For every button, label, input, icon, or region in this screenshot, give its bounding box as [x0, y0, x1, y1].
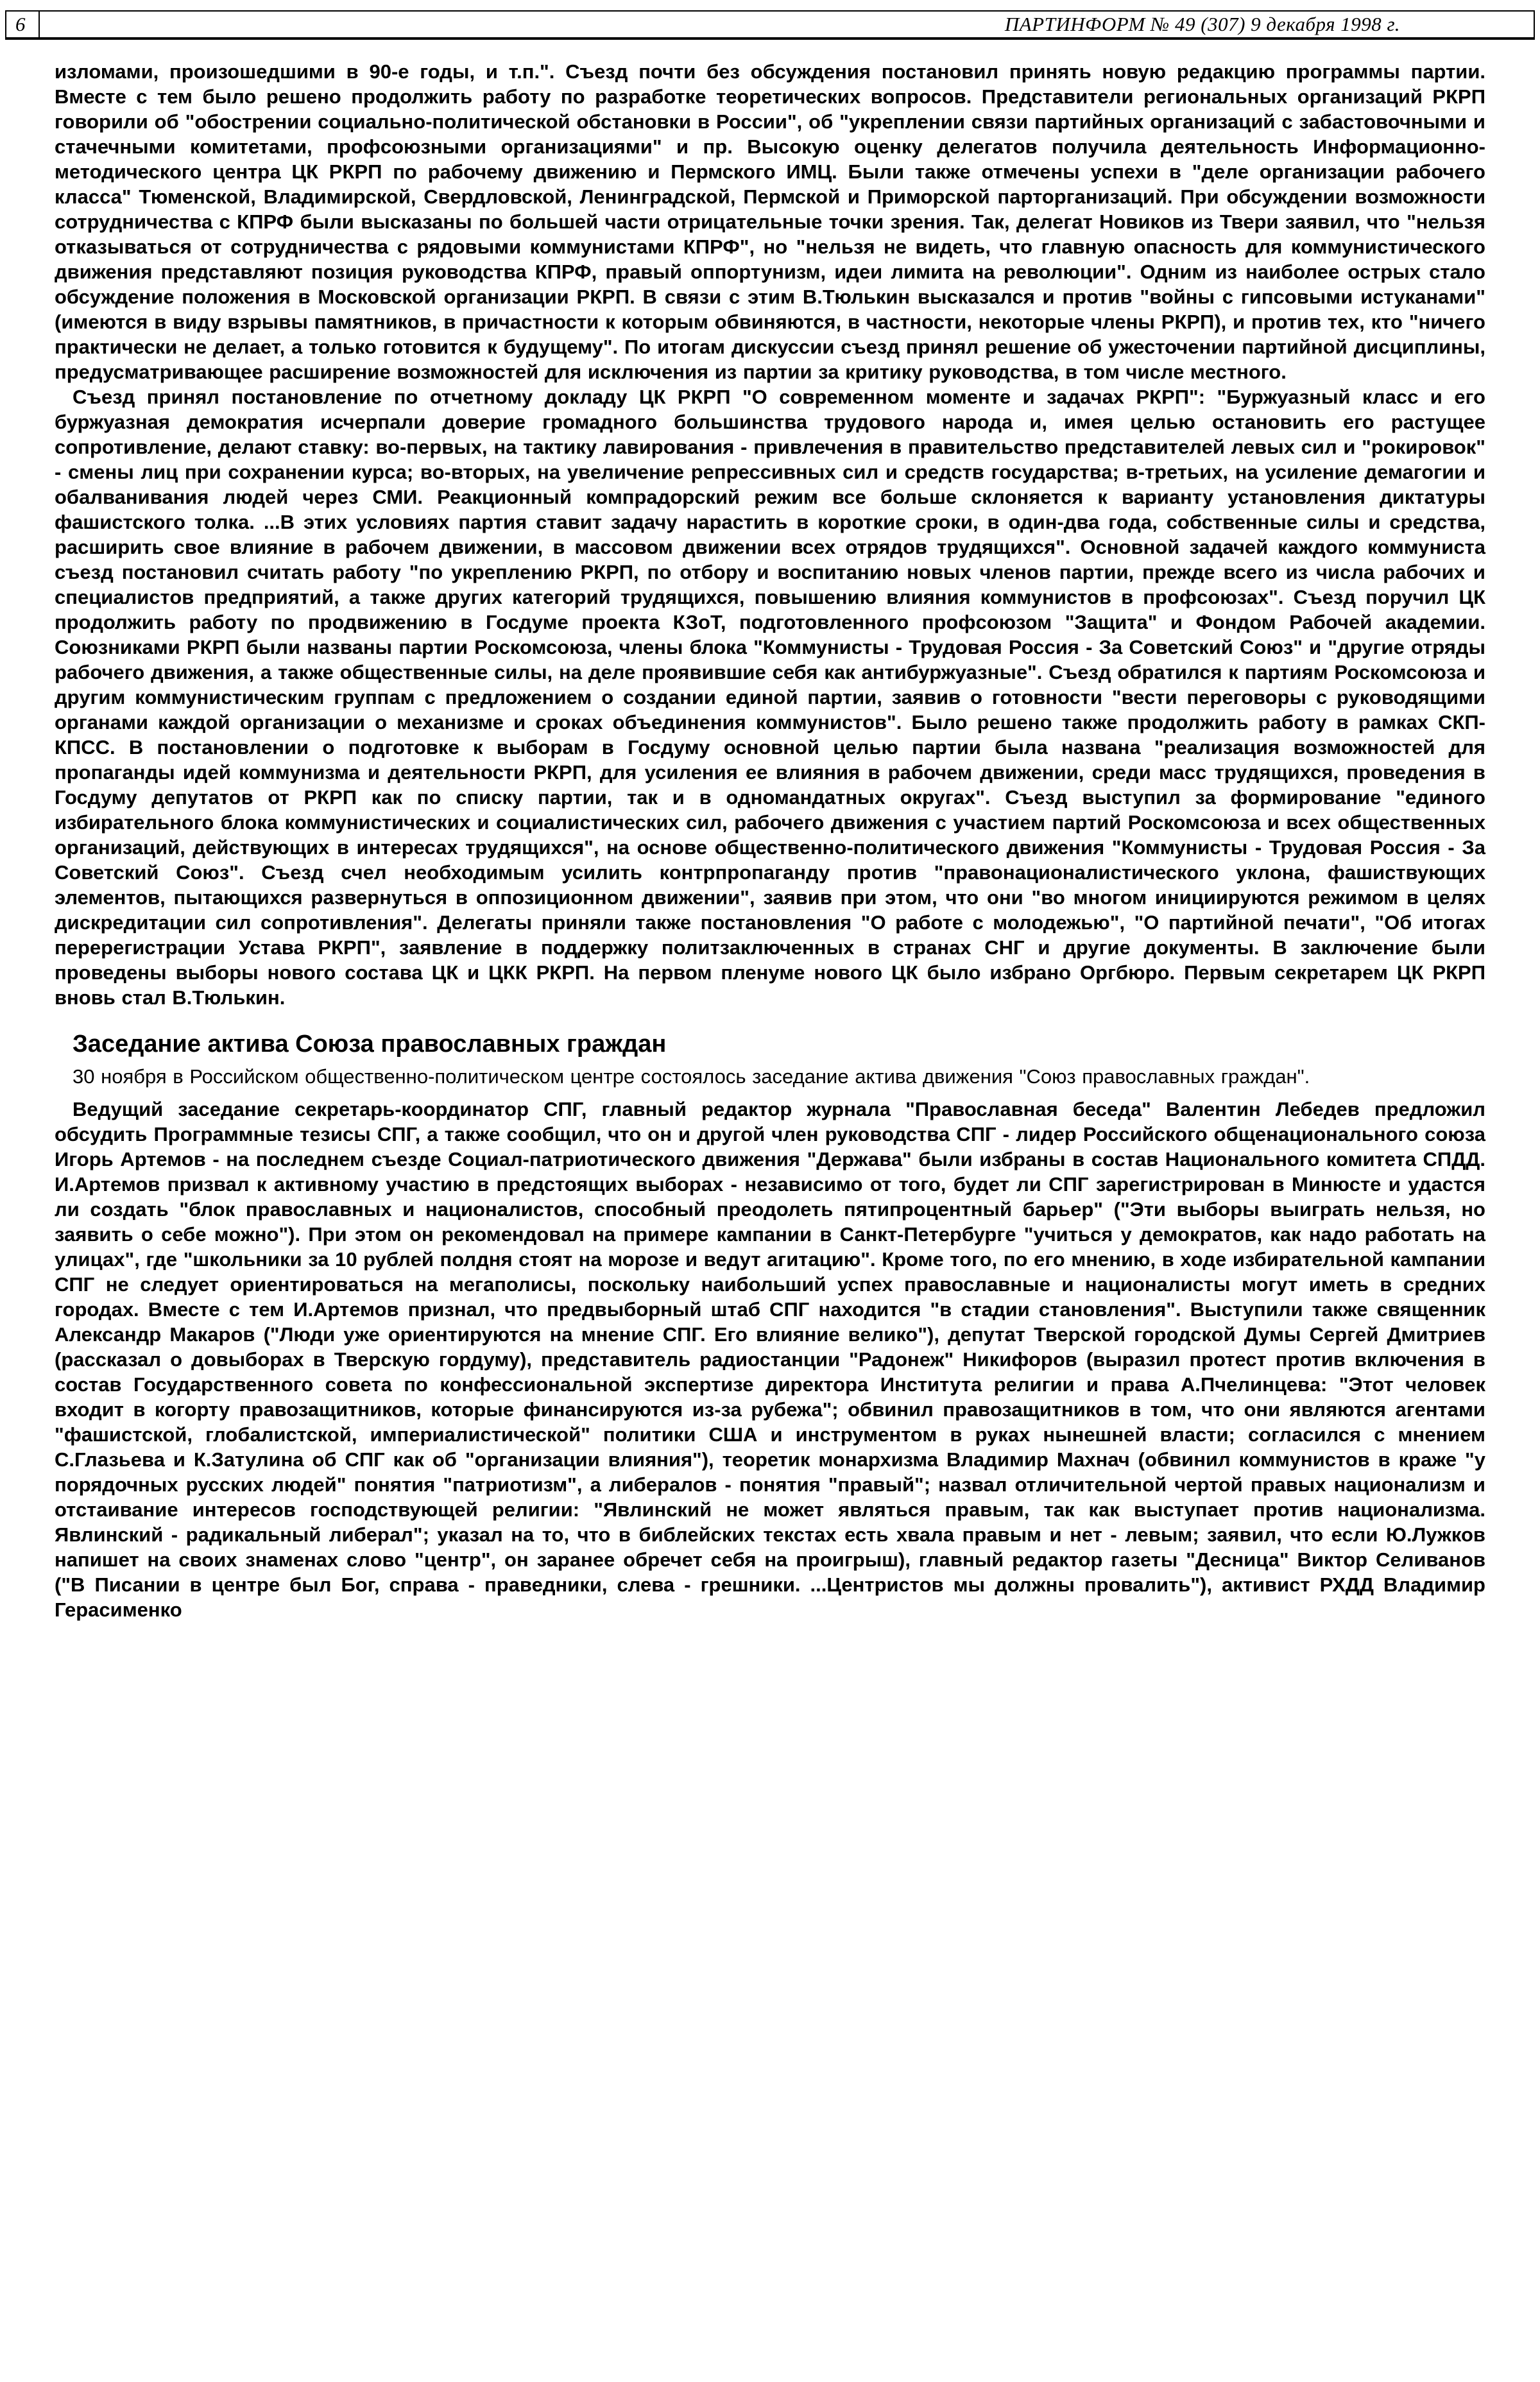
page-content	[55, 59, 1485, 1622]
page-header	[5, 10, 1535, 40]
page-number: 6	[6, 12, 40, 37]
section-heading: Заседание актива Союза православных граждан	[73, 1031, 667, 1058]
issue-title: ПАРТИНФОРМ № 49 (307) 9 декабря 1998 г.	[1004, 13, 1400, 35]
paragraph-rkrp-congress-continuation: изломами, произошедшими в 90-е годы, и т.п.". Съезд почти без обсуждения постановил принять новую редакцию программы партии. Вместе с тем было решено продолжить работу по разработке теоретических вопросов. Представители региональных организаций РКРП говорили об "обострении социально-политической обстановки в России", об "укреплении связи партийных организаций с забастовочными и стачечными комитетами, профсоюзными организациями" и пр. Высокую оценку делегатов получила деятельность Информационно-методического центра ЦК РКРП по рабочему движению и Пермского ИМЦ. Были также отмечены успехи в "деле организации рабочего класса" Тюменской, Владимирской, Свердловской, Ленинградской, Пермской и Приморской парторганизаций. При обсуждении возможности сотрудничества с КПРФ были высказаны по большей части отрицательные точки зрения. Так, делегат Новиков из Твери заявил, что "нельзя отказываться от сотрудничества с рядовыми коммунистами КПРФ", но "нельзя не видеть, что главную опасность для коммунистического движения представляют позиция руководства КПРФ, правый оппортунизм, идеи лимита на революции". Одним из наиболее острых стало обсуждение положения в Московской организации РКРП. В связи с этим В.Тюлькин высказался и против "войны с гипсовыми истуканами" (имеются в виду взрывы памятников, в причастности к которым обвиняются, в частности, некоторые члены РКРП), и против тех, кто "ничего практически не делает, а только готовится к будущему". По итогам дискуссии съезд принял решение об ужесточении партийной дисциплины, предусматривающее расширение возможностей для исключения из партии за критику руководства, в том числе местного.	[55, 60, 1485, 383]
paragraph-spg-lead: 30 ноября в Российском общественно-политическом центре состоялось заседание актива движения "Союз православных граждан".	[73, 1065, 1310, 1088]
paragraph-rkrp-resolutions: Съезд принял постановление по отчетному докладу ЦК РКРП "О современном моменте и задачах РКРП": "Буржуазный класс и его буржуазная демократия исчерпали доверие громадного большинства трудового народа и, имея целью остановить его растущее сопротивление, делают ставку: во-первых, на тактику лавирования - привлечения в правительство представителей левых сил и "рокировок" - смены лиц при сохранении курса; во-вторых, на увеличение репрессивных сил и средств государства; в-третьих, на усиление демагогии и обалванивания людей через СМИ. Реакционный компрадорский режим все больше склоняется к варианту установления диктатуры фашистского толка. ...В этих условиях партия ставит задачу нарастить в короткие сроки, в один-два года, собственные силы и средства, расширить свое влияние в рабочем движении, в массовом движении всех отрядов трудящихся". Основной задачей каждого коммуниста съезд постановил считать работу "по укреплению РКРП, по отбору и воспитанию новых членов партии, прежде всего из числа рабочих и специалистов предприятий, а также других категорий трудящихся, повышению влияния коммунистов в профсоюзах". Съезд поручил ЦК продолжить работу по продвижению в Госдуме проекта КЗоТ, подготовленного профсоюзом "Защита" и Фондом Рабочей академии. Союзниками РКРП были названы партии Роскомсоюза, члены блока "Коммунисты - Трудовая Россия - За Советский Союз" и "другие отряды рабочего движения, а также общественные силы, на деле проявившие себя как антибуржуазные". Съезд обратился к партиям Роскомсоюза и другим коммунистическим группам с предложением о создании единой партии, заявив о готовности "вести переговоры с руководящими органами каждой организации о механизме и сроках объединения коммунистов". Было решено также продолжить работу в рамках СКП-КПСС. В постановлении о подготовке к выборам в Госдуму основной целью партии была названа "реализация возможностей для пропаганды идей коммунизма и деятельности РКРП, для усиления ее влияния в рабочем движении, среди масс трудящихся, проведения в Госдуму депутатов от РКРП как по списку партии, так и в одномандатных округах". Съезд выступил за формирование "единого избирательного блока коммунистических и социалистических сил, рабочего движения с участием партий Роскомсоюза и всех общественных организаций, действующих в интересах трудящихся", на основе общественно-политического движения "Коммунисты - Трудовая Россия - За Советский Союз". Съезд счел необходимым усилить контрпропаганду против "правонационалистического уклона, фашиствующих элементов, пытающихся развернуться в оппозиционном движении", заявив при этом, что они "во многом инициируются режимом в целях дискредитации сил сопротивления". Делегаты приняли также постановления "О работе с молодежью", "О партийной печати", "Об итогах перерегистрации Устава РКРП", заявление в поддержку политзаключенных в странах СНГ и другие документы. В заключение были проведены выборы нового состава ЦК и ЦКК РКРП. На первом пленуме нового ЦК было избрано Оргбюро. Первым секретарем ЦК РКРП вновь стал В.Тюлькин.	[55, 386, 1485, 1009]
paragraph-spg-report: Ведущий заседание секретарь-координатор СПГ, главный редактор журнала "Православная беседа" Валентин Лебедев предложил обсудить Программные тезисы СПГ, а также сообщил, что он и другой член руководства СПГ - лидер Российского общенационального союза Игорь Артемов - на последнем съезде Социал-патриотического движения "Держава" были избраны в состав Национального комитета СПДД. И.Артемов призвал к активному участию в предстоящих выборах - независимо от того, будет ли СПГ зарегистрирован в Минюсте и удастся ли создать "блок православных и националистов, способный преодолеть пятипроцентный барьер" ("Эти выборы выиграть нельзя, но заявить о себе можно"). При этом он рекомендовал на примере кампании в Санкт-Петербурге "учиться у демократов, как надо работать на улицах", где "школьники за 10 рублей полдня стоят на морозе и ведут агитацию". Кроме того, по его мнению, в ходе избирательной кампании СПГ не следует ориентироваться на мегаполисы, поскольку наибольший успех православные и националисты могут иметь в средних городах. Вместе с тем И.Артемов признал, что предвыборный штаб СПГ находится "в стадии становления". Выступили также священник Александр Макаров ("Люди уже ориентируются на мнение СПГ. Его влияние велико"), депутат Тверской городской Думы Сергей Дмитриев (рассказал о довыборах в Тверскую гордуму), представитель радиостанции "Радонеж" Никифоров (выразил протест против включения в состав Государственного совета по конфессиональной экспертизе директора Института религии и права А.Пчелинцева: "Этот человек входит в когорту правозащитников, которые финансируются из-за рубежа"; обвинил правозащитников в том, что они являются агентами "фашистской, глобалистской, империалистической" политики США и инструментом в руках нынешней власти; согласился с мнением С.Глазьева и К.Затулина об СПГ как об "организации влияния"), теоретик монархизма Владимир Махнач (обвинил коммунистов в краже "у порядочных русских людей" понятия "патриотизм", а либералов - понятия "правый"; назвал отличительной чертой правых национализм и отстаивание интересов господствующей религии: "Явлинский не может являться правым, так как выступает против национализма. Явлинский - радикальный либерал"; указал на то, что в библейских текстах есть хвала правым и нет - левым; заявил, что если Ю.Лужков напишет на своих знаменах слово "центр", он заранее обречет себя на проигрыш), главный редактор газеты "Десница" Виктор Селиванов ("В Писании в центре был Бог, справа - праведники, слева - грешники. ...Центристов мы должны провалить"), активист РХДД Владимир Герасименко	[55, 1098, 1485, 1621]
